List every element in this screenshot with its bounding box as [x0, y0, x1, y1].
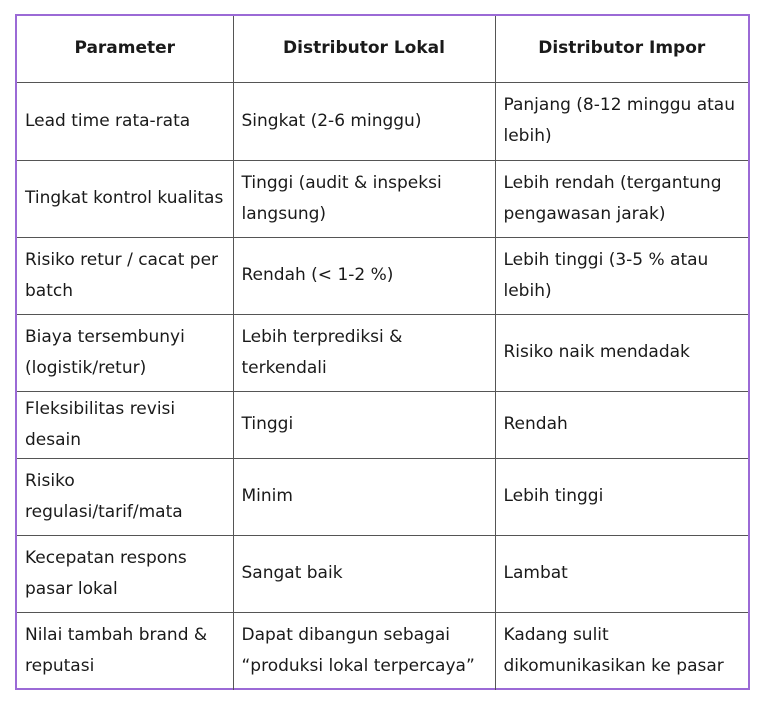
cell-lokal: Minim	[233, 458, 495, 535]
cell-parameter: Risiko regulasi/tarif/mata	[17, 458, 233, 535]
table-header-row	[17, 16, 748, 82]
cell-impor: Rendah	[495, 391, 748, 458]
cell-impor: Lambat	[495, 535, 748, 612]
table-row	[17, 391, 748, 458]
cell-parameter: Biaya tersembunyi (logistik/retur)	[17, 314, 233, 391]
cell-impor: Kadang sulit dikomunikasikan ke pasar	[495, 612, 748, 690]
cell-impor: Risiko naik mendadak	[495, 314, 748, 391]
cell-parameter: Fleksibilitas revisi desain	[17, 391, 233, 458]
cell-parameter: Risiko retur / cacat per batch	[17, 237, 233, 314]
table-row	[17, 458, 748, 535]
cell-impor: Lebih tinggi	[495, 458, 748, 535]
comparison-table-frame	[15, 14, 750, 690]
table-row	[17, 535, 748, 612]
comparison-table	[17, 16, 748, 690]
cell-parameter: Nilai tambah brand & reputasi	[17, 612, 233, 690]
cell-lokal: Rendah (< 1-2 %)	[233, 237, 495, 314]
cell-lokal: Singkat (2-6 minggu)	[233, 82, 495, 160]
table-row	[17, 237, 748, 314]
cell-lokal: Tinggi (audit & inspeksi langsung)	[233, 160, 495, 237]
cell-parameter: Tingkat kontrol kualitas	[17, 160, 233, 237]
cell-impor: Lebih tinggi (3-5 % atau lebih)	[495, 237, 748, 314]
table-row	[17, 314, 748, 391]
table-row	[17, 82, 748, 160]
cell-impor: Panjang (8-12 minggu atau lebih)	[495, 82, 748, 160]
table-row	[17, 612, 748, 690]
cell-impor: Lebih rendah (tergantung pengawasan jarak)	[495, 160, 748, 237]
header-distributor-lokal: Distributor Lokal	[233, 16, 495, 82]
table-row	[17, 160, 748, 237]
cell-lokal: Dapat dibangun sebagai “produksi lokal terpercaya”	[233, 612, 495, 690]
header-parameter: Parameter	[17, 16, 233, 82]
header-distributor-impor: Distributor Impor	[495, 16, 748, 82]
cell-lokal: Lebih terprediksi & terkendali	[233, 314, 495, 391]
cell-lokal: Tinggi	[233, 391, 495, 458]
cell-lokal: Sangat baik	[233, 535, 495, 612]
cell-parameter: Kecepatan respons pasar lokal	[17, 535, 233, 612]
cell-parameter: Lead time rata-rata	[17, 82, 233, 160]
